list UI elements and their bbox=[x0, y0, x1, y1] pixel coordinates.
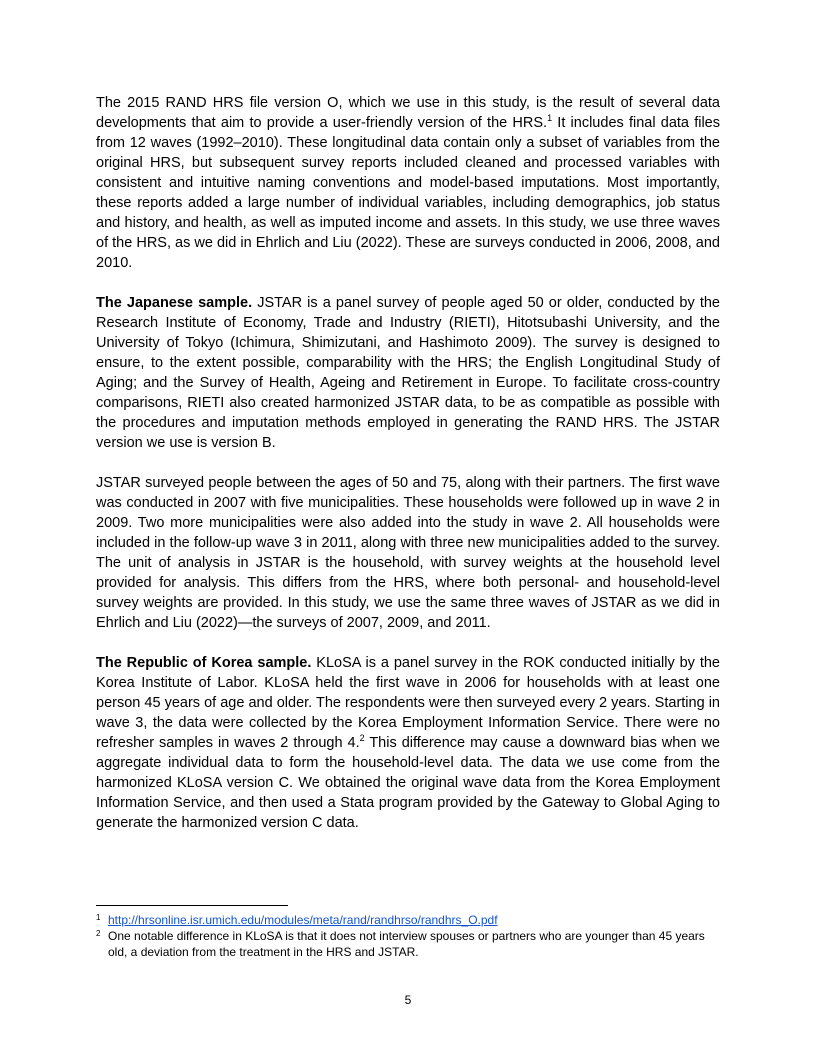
page-number: 5 bbox=[404, 993, 412, 1007]
jstar-waves-text: JSTAR surveyed people between the ages of 50 and 75, along with their partners. The first wave was conducted in 2007 with five municipalities. These households were followed up in wave 2 in 2009. Two more municipalities were also added into the study in wave 2. All households were included in the follow-up wave 3 in 2011, along with three new municipalities added to the survey. The unit of analysis in JSTAR is the household, with survey weights at the household level provided for analysis. This differs from the HRS, where both personal- and household-level survey weights are provided. In this study, we use the same three waves of JSTAR as we did in Ehrlich and Liu (2022)—the surveys of 2007, 2009, and 2011. bbox=[96, 475, 720, 631]
korea-sample-text-2: This difference may cause a downward bias when we aggregate individual data to form the household-level data. The data we use come from the harmonized KLoSA version C. We obtained the original wave data from the Korea Employment Information Service, and then used a Stata program provided by the Gateway to Global Aging to generate the harmonized version C data. bbox=[96, 735, 720, 831]
paragraph-korea-sample bbox=[96, 653, 720, 833]
footnote-1 bbox=[96, 912, 720, 928]
footnotes bbox=[96, 912, 720, 960]
paragraph-jstar-waves bbox=[96, 473, 720, 633]
body-text bbox=[96, 93, 720, 853]
footnote-2 bbox=[96, 928, 720, 960]
paragraph-rand-hrs bbox=[96, 93, 720, 273]
rand-hrs-text-1: The 2015 RAND HRS file version O, which we use in this study, is the result of several data developments that aim to provide a user-friendly version of the HRS. bbox=[96, 95, 720, 131]
footnote-ref-2[interactable]: 2 bbox=[359, 733, 365, 744]
footnote-ref-1[interactable]: 1 bbox=[547, 113, 553, 124]
footnote-2-text: One notable difference in KLoSA is that it does not interview spouses or partners who are younger than 45 years old, a deviation from the treatment in the HRS and JSTAR. bbox=[108, 929, 705, 959]
rand-hrs-text-2: It includes final data files from 12 waves (1992–2010). These longitudinal data contain only a subset of variables from the original HRS, but subsequent survey reports included cleaned and processed variables with consistent and intuitive naming conventions and model-based imputations. Most importantly, these reports added a large number of individual variables, including demographics, job status and history, and health, as well as imputed income and assets. In this study, we use three waves of the HRS, as we did in Ehrlich and Liu (2022). These are surveys conducted in 2006, 2008, and 2010. bbox=[96, 115, 720, 271]
footnote-1-mark: 1 bbox=[96, 913, 101, 922]
korea-sample-heading: The Republic of Korea sample. bbox=[96, 655, 312, 671]
paragraph-japanese-sample bbox=[96, 293, 720, 453]
japanese-sample-heading: The Japanese sample. bbox=[96, 295, 253, 311]
japanese-sample-text: JSTAR is a panel survey of people aged 50 or older, conducted by the Research Institute of Economy, Trade and Industry (RIETI), Hitotsubashi University, and the University of Tokyo (Ichimura, Shimizutani, and Hashimoto 2009). The survey is designed to ensure, to the extent possible, comparability with the HRS; the English Longitudinal Study of Aging; and the Survey of Health, Ageing and Retirement in Europe. To facilitate cross-country comparisons, RIETI also created harmonized JSTAR data, to be as compatible as possible with the procedures and imputation methods employed in generating the RAND HRS. The JSTAR version we use is version B. bbox=[96, 295, 720, 451]
korea-sample-text-1: KLoSA is a panel survey in the ROK conducted initially by the Korea Institute of Labor. KLoSA held the first wave in 2006 for households with at least one person 45 years of age and older. The respondents were then surveyed every 2 years. Starting in wave 3, the data were collected by the Korea Employment Information Service. There were no refresher samples in waves 2 through 4. bbox=[96, 655, 720, 751]
footnote-2-mark: 2 bbox=[96, 929, 101, 938]
footnote-separator bbox=[96, 905, 288, 906]
rand-hrs-link[interactable]: http://hrsonline.isr.umich.edu/modules/meta/rand/randhrso/randhrs_O.pdf bbox=[108, 913, 498, 927]
